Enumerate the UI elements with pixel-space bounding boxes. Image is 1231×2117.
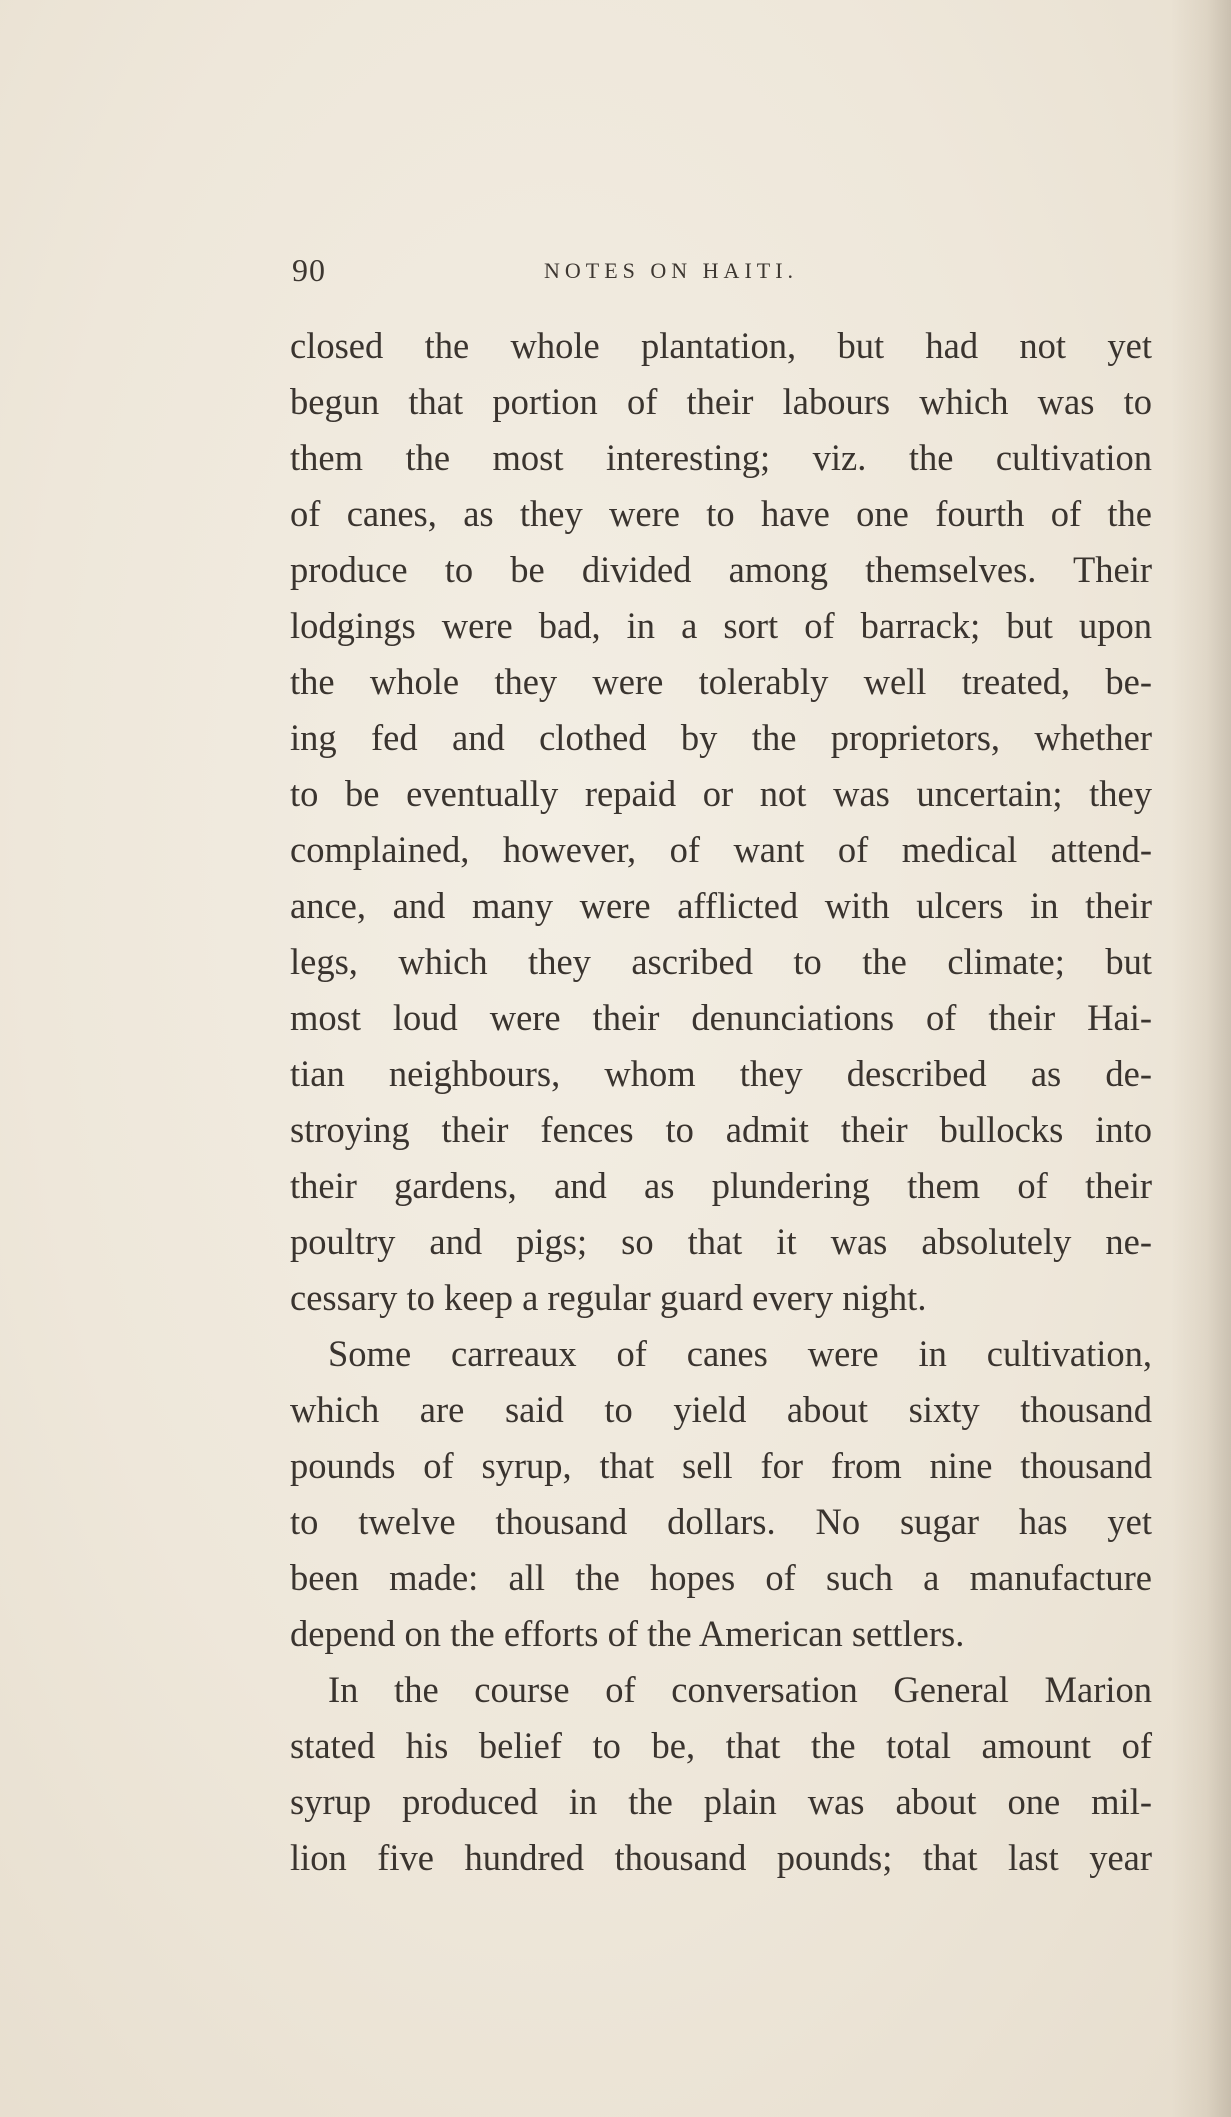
text-line: lodgings were bad, in a sort of barrack; but upon bbox=[290, 605, 1152, 646]
text-line: the whole they were tolerably well treated, be- bbox=[290, 661, 1152, 702]
text-line: to twelve thousand dollars. No sugar has yet bbox=[290, 1501, 1152, 1542]
text-line: stroying their fences to admit their bullocks into bbox=[290, 1109, 1152, 1150]
text-line: them the most interesting; viz. the cultivation bbox=[290, 437, 1152, 478]
text-line: been made: all the hopes of such a manufacture bbox=[290, 1557, 1152, 1598]
paragraph-end-line: depend on the efforts of the American settlers. bbox=[290, 1613, 965, 1654]
text-line: legs, which they ascribed to the climate; but bbox=[290, 941, 1152, 982]
text-line: most loud were their denunciations of their Hai- bbox=[290, 997, 1152, 1038]
text-line: tian neighbours, whom they described as de- bbox=[290, 1053, 1152, 1094]
paragraph-start-line: Some carreaux of canes were in cultivation, bbox=[328, 1333, 1152, 1374]
text-line: ing fed and clothed by the proprietors, whether bbox=[290, 717, 1152, 758]
text-line: of canes, as they were to have one fourth of the bbox=[290, 493, 1152, 534]
text-line: begun that portion of their labours which was to bbox=[290, 381, 1152, 422]
text-line: their gardens, and as plundering them of their bbox=[290, 1165, 1152, 1206]
text-line: to be eventually repaid or not was uncertain; they bbox=[290, 773, 1152, 814]
text-line: complained, however, of want of medical attend- bbox=[290, 829, 1152, 870]
text-line: syrup produced in the plain was about one mil- bbox=[290, 1781, 1152, 1822]
paragraph-end-line: cessary to keep a regular guard every night. bbox=[290, 1277, 927, 1318]
page-header bbox=[292, 252, 1162, 292]
text-line: produce to be divided among themselves. Their bbox=[290, 549, 1152, 590]
page-number: 90 bbox=[292, 252, 326, 288]
text-line: closed the whole plantation, but had not yet bbox=[290, 325, 1152, 366]
text-line: which are said to yield about sixty thousand bbox=[290, 1389, 1152, 1430]
paragraph-start-line: In the course of conversation General Marion bbox=[328, 1669, 1152, 1710]
body-text bbox=[290, 318, 1152, 1886]
text-line: poultry and pigs; so that it was absolutely ne- bbox=[290, 1221, 1152, 1262]
page-edge-shadow bbox=[1171, 0, 1231, 2117]
text-line: ance, and many were afflicted with ulcers in their bbox=[290, 885, 1152, 926]
running-head: NOTES ON HAITI. bbox=[544, 258, 799, 283]
text-line: stated his belief to be, that the total amount of bbox=[290, 1725, 1152, 1766]
text-line: pounds of syrup, that sell for from nine thousand bbox=[290, 1445, 1152, 1486]
text-line: lion five hundred thousand pounds; that last year bbox=[290, 1837, 1152, 1878]
